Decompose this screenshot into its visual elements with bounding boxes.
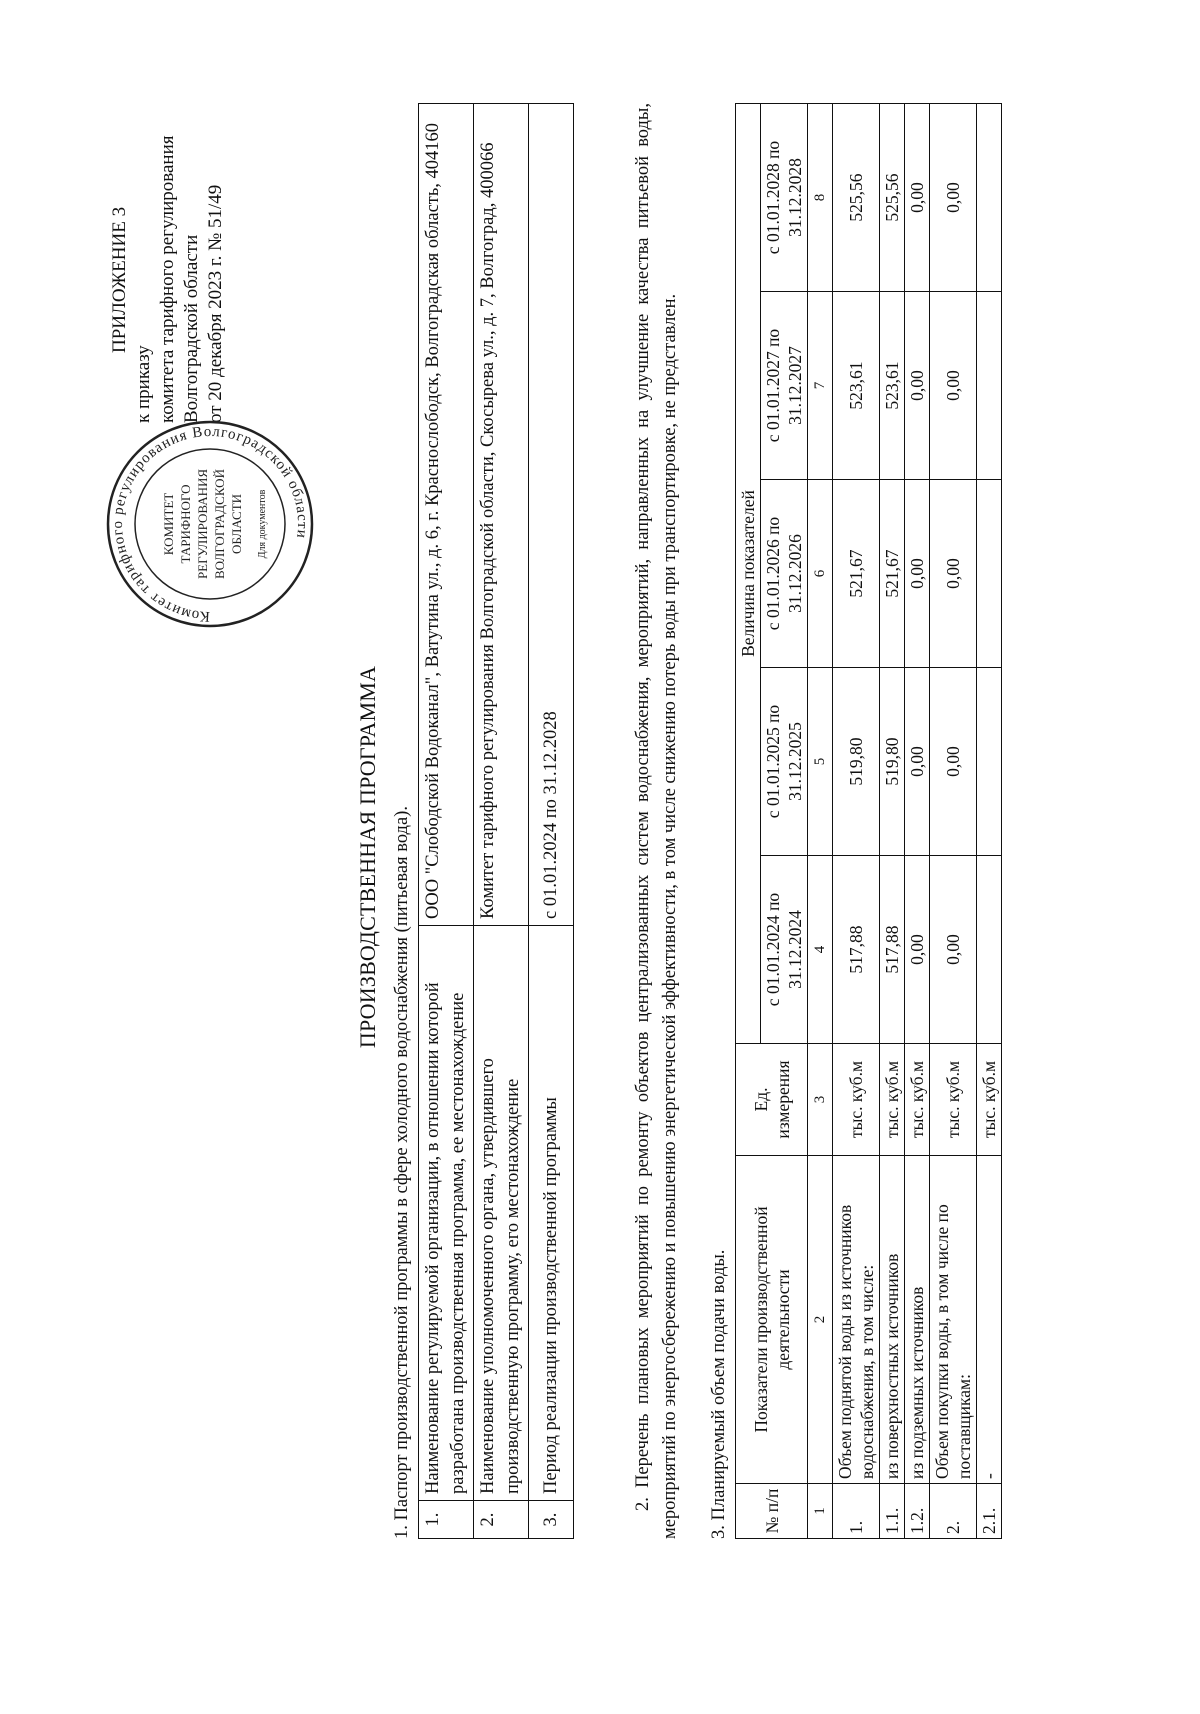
header-unit: Ед. измерения <box>736 1044 808 1156</box>
row-unit: тыс. куб.м <box>977 1044 1002 1156</box>
row-name: из поверхностных источников <box>880 1156 905 1484</box>
row-unit: тыс. куб.м <box>905 1044 930 1156</box>
table-row <box>880 104 905 1539</box>
column-number: 6 <box>808 480 833 668</box>
table-row <box>529 104 574 1539</box>
row-number: 2. <box>474 1501 529 1539</box>
row-value <box>977 292 1002 480</box>
row-value: 0,00 <box>905 668 930 856</box>
row-label: Период реализации производственной программы <box>529 926 574 1501</box>
appendix-line: Волгоградской области <box>181 234 202 423</box>
row-name: - <box>977 1156 1002 1484</box>
row-value: 519,80 <box>880 668 905 856</box>
appendix-line: ПРИЛОЖЕНИЕ 3 <box>109 206 130 353</box>
official-seal <box>105 419 315 629</box>
row-value: 523,61 <box>833 292 880 480</box>
row-unit: тыс. куб.м <box>880 1044 905 1156</box>
row-label: Наименование регулируемой организации, в отношении которой разработана производственная программа, ее местонахождение <box>419 926 474 1501</box>
header-row <box>736 104 761 1539</box>
seal-text: КОМИТЕТ <box>161 492 176 556</box>
appendix-line: к приказу <box>133 345 154 423</box>
column-number: 5 <box>808 668 833 856</box>
row-value: 0,00 <box>905 856 930 1044</box>
seal-text: ВОЛГОГРАДСКОЙ <box>212 469 227 579</box>
row-value: 0,00 <box>905 292 930 480</box>
row-value: Комитет тарифного регулирования Волгоградской области, Скосырева ул., д. 7, Волгоград, 400066 <box>474 104 529 926</box>
row-value: 0,00 <box>930 292 977 480</box>
seal-text: ТАРИФНОГО <box>178 484 193 564</box>
row-number: 3. <box>529 1501 574 1539</box>
page-title: ПРОИЗВОДСТВЕННАЯ ПРОГРАММА <box>355 665 380 1049</box>
header-period: с 01.01.2025 по 31.12.2025 <box>761 668 808 856</box>
column-number: 2 <box>808 1156 833 1484</box>
row-value: с 01.01.2024 по 31.12.2028 <box>529 104 574 926</box>
column-number: 7 <box>808 292 833 480</box>
header-num: № п/п <box>736 1484 808 1539</box>
row-value: 519,80 <box>833 668 880 856</box>
seal-text: ОБЛАСТИ <box>229 493 244 555</box>
row-value: ООО "Слободской Водоканал", Ватутина ул., д. 6, г. Краснослободск, Волгоградская область, 404160 <box>419 104 474 926</box>
row-unit: тыс. куб.м <box>833 1044 880 1156</box>
column-numbers-row <box>808 104 833 1539</box>
header-indicator: Показатели производственной деятельности <box>736 1156 808 1484</box>
water-volume-table <box>735 103 1002 1539</box>
svg-text:Комитет тарифного регулировани <box>110 424 310 624</box>
column-number: 8 <box>808 104 833 292</box>
table-row <box>474 104 529 1539</box>
table-row <box>930 104 977 1539</box>
row-value: 0,00 <box>930 856 977 1044</box>
header-group: Величина показателей <box>736 104 761 1044</box>
row-number: 1. <box>833 1484 880 1539</box>
table-row <box>419 104 474 1539</box>
row-value: 521,67 <box>880 480 905 668</box>
row-label: Наименование уполномоченного органа, утвердившего производственную программу, его местонахождение <box>474 926 529 1501</box>
row-number: 2. <box>930 1484 977 1539</box>
table-row <box>833 104 880 1539</box>
table-row <box>905 104 930 1539</box>
row-number: 2.1. <box>977 1484 1002 1539</box>
header-period: с 01.01.2026 по 31.12.2026 <box>761 480 808 668</box>
row-value: 525,56 <box>880 104 905 292</box>
row-unit: тыс. куб.м <box>930 1044 977 1156</box>
seal-text: РЕГУЛИРОВАНИЯ <box>195 468 210 580</box>
row-value: 0,00 <box>930 668 977 856</box>
row-number: 1.2. <box>905 1484 930 1539</box>
row-name: Объем поднятой воды из источников водоснабжения, в том числе: <box>833 1156 880 1484</box>
column-number: 1 <box>808 1484 833 1539</box>
column-number: 3 <box>808 1044 833 1156</box>
row-value: 0,00 <box>930 480 977 668</box>
row-value: 521,67 <box>833 480 880 668</box>
appendix-line: от 20 декабря 2023 г. № 51/49 <box>205 184 226 423</box>
section1-caption: 1. Паспорт производственной программы в сфере холодного водоснабжения (питьевая вода). <box>392 806 412 1539</box>
section2-text: 2. Перечень плановых мероприятий по ремонту объектов централизованных систем водоснабжения, мероприятий, направленных на улучшение качества питьевой воды, мероприятий по энергосбережению и повышению энергетической эффективности, в том числе снижению потерь воды при транспортировке, не представлен. <box>633 103 680 1539</box>
row-value: 525,56 <box>833 104 880 292</box>
passport-table <box>418 103 574 1539</box>
row-value: 0,00 <box>930 104 977 292</box>
row-name: Объем покупки воды, в том числе по поставщикам: <box>930 1156 977 1484</box>
row-number: 1.1. <box>880 1484 905 1539</box>
row-value: 0,00 <box>905 480 930 668</box>
header-period: с 01.01.2027 по 31.12.2027 <box>761 292 808 480</box>
appendix-line: комитета тарифного регулирования <box>157 135 178 423</box>
row-value: 0,00 <box>905 104 930 292</box>
seal-text: Для документов <box>257 489 268 559</box>
row-value: 523,61 <box>880 292 905 480</box>
table-row <box>977 104 1002 1539</box>
row-value <box>977 668 1002 856</box>
header-period: с 01.01.2024 по 31.12.2024 <box>761 856 808 1044</box>
row-number: 1. <box>419 1501 474 1539</box>
row-name: из подземных источников <box>905 1156 930 1484</box>
header-period: с 01.01.2028 по 31.12.2028 <box>761 104 808 292</box>
row-value: 517,88 <box>833 856 880 1044</box>
section3-caption: 3. Планируемый объем подачи воды. <box>709 1249 729 1539</box>
appendix-block <box>108 103 228 423</box>
row-value <box>977 104 1002 292</box>
row-value <box>977 856 1002 1044</box>
section2-paragraph <box>630 103 684 1539</box>
row-value <box>977 480 1002 668</box>
seal-outer-text: Комитет тарифного регулирования Волгоградской области <box>109 423 311 625</box>
row-value: 517,88 <box>880 856 905 1044</box>
column-number: 4 <box>808 856 833 1044</box>
